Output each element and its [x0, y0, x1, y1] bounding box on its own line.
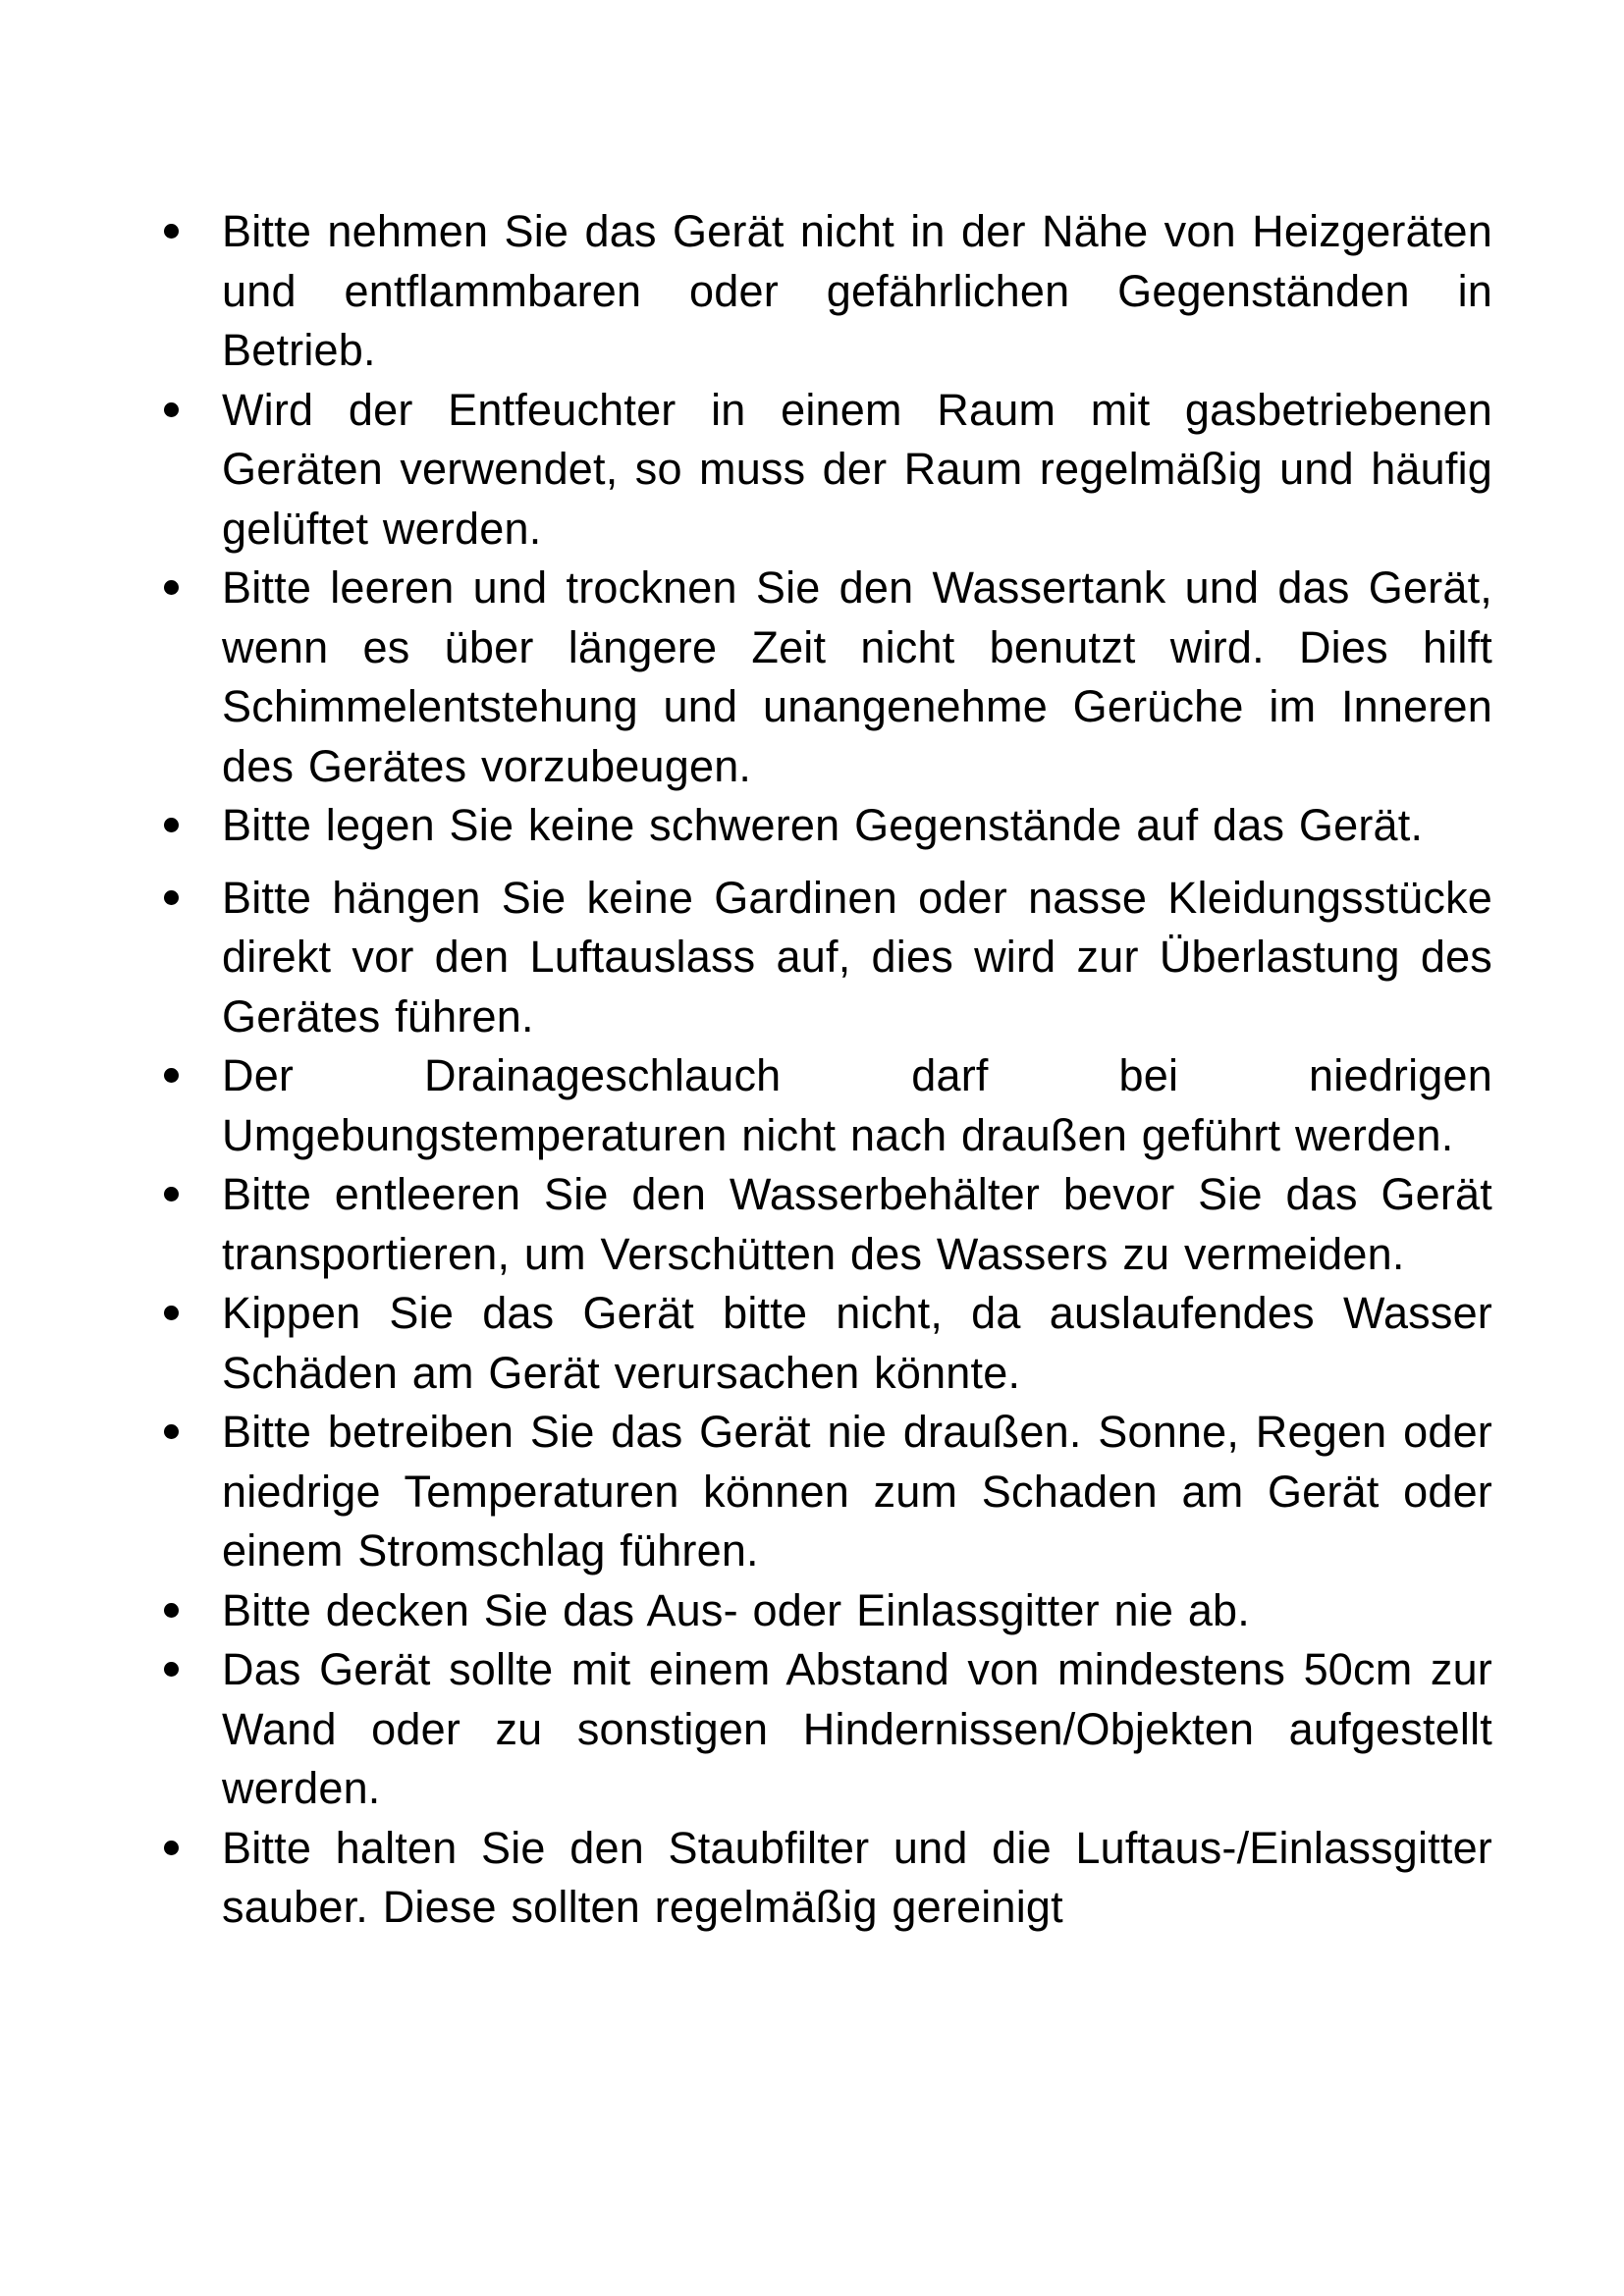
bullet-icon	[164, 818, 179, 832]
list-item	[147, 559, 1492, 796]
list-item	[147, 1581, 1492, 1641]
list-item	[147, 202, 1492, 381]
bullet-icon	[164, 580, 179, 595]
list-item-text: Bitte halten Sie den Staubfilter und die Luftaus-/Einlassgitter sauber. Diese sollten regelmäßig gereinigt	[222, 1822, 1492, 1932]
bullet-icon	[164, 1306, 179, 1320]
safety-instructions-list	[147, 202, 1492, 1938]
list-item	[147, 381, 1492, 560]
list-item-text: Bitte entleeren Sie den Wasserbehälter bevor Sie das Gerät transportieren, um Verschütten des Wassers zu vermeiden.	[222, 1169, 1492, 1279]
list-item-text: Bitte hängen Sie keine Gardinen oder nasse Kleidungsstücke direkt vor den Luftauslass auf, dies wird zur Überlastung des Gerätes führen.	[222, 872, 1492, 1041]
list-item-text: Kippen Sie das Gerät bitte nicht, da auslaufendes Wasser Schäden am Gerät verursachen könnte.	[222, 1288, 1492, 1398]
bullet-icon	[164, 1187, 179, 1201]
list-item-text: Bitte leeren und trocknen Sie den Wassertank und das Gerät, wenn es über längere Zeit nicht benutzt wird. Dies hilft Schimmelentstehung und unangenehme Gerüche im Inneren des Gerätes vorzubeugen.	[222, 562, 1492, 791]
list-item-text: Bitte betreiben Sie das Gerät nie draußen. Sonne, Regen oder niedrige Temperaturen können zum Schaden am Gerät oder einem Stromschlag führen.	[222, 1407, 1492, 1575]
list-item	[147, 1640, 1492, 1819]
list-item	[147, 1819, 1492, 1938]
bullet-icon	[164, 1841, 179, 1855]
list-item	[147, 1284, 1492, 1403]
list-item-text: Bitte decken Sie das Aus- oder Einlassgitter nie ab.	[222, 1584, 1250, 1635]
list-item	[147, 1165, 1492, 1284]
bullet-icon	[164, 402, 179, 417]
bullet-icon	[164, 1603, 179, 1618]
bullet-icon	[164, 1068, 179, 1083]
list-item	[147, 796, 1492, 856]
list-item	[147, 1046, 1492, 1165]
bullet-icon	[164, 1662, 179, 1677]
list-item	[147, 1403, 1492, 1581]
list-item-text: Wird der Entfeuchter in einem Raum mit gasbetriebenen Geräten verwendet, so muss der Raum regelmäßig und häufig gelüftet werden.	[222, 384, 1492, 554]
list-item	[147, 869, 1492, 1047]
list-item-text: Bitte nehmen Sie das Gerät nicht in der Nähe von Heizgeräten und entflammbaren oder gefährlichen Gegenständen in Betrieb.	[222, 206, 1492, 375]
bullet-icon	[164, 890, 179, 905]
list-item-text: Das Gerät sollte mit einem Abstand von mindestens 50cm zur Wand oder zu sonstigen Hindernissen/Objekten aufgestellt werden.	[222, 1644, 1492, 1813]
list-item-text: Bitte legen Sie keine schweren Gegenstände auf das Gerät.	[222, 800, 1424, 850]
bullet-icon	[164, 1424, 179, 1439]
bullet-icon	[164, 224, 179, 239]
list-item-text: Der Drainageschlauch darf bei niedrigen Umgebungstemperaturen nicht nach draußen geführt werden.	[222, 1050, 1492, 1160]
